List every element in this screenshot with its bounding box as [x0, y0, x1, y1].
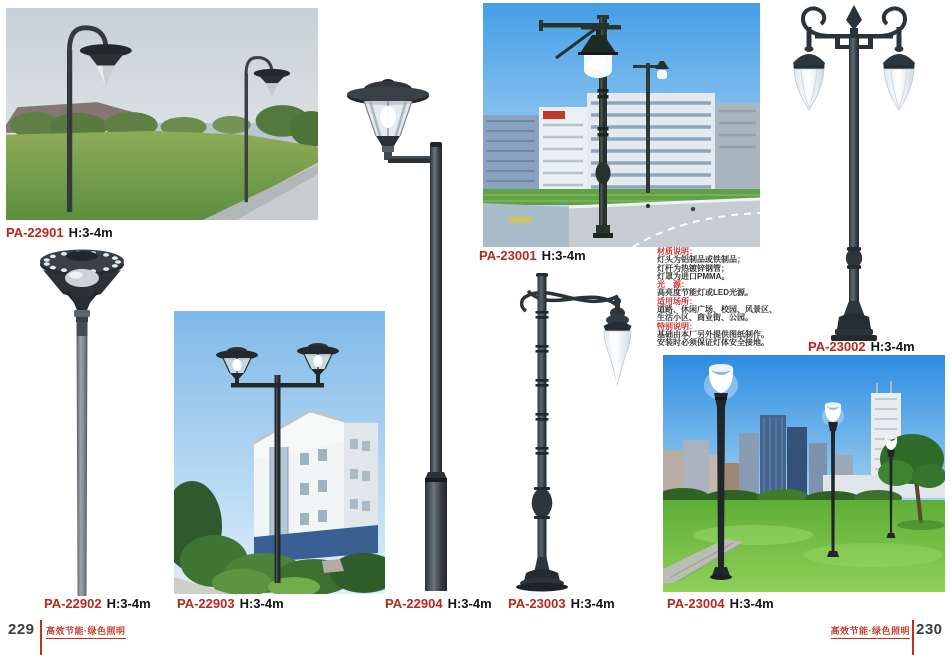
product-code: PA-23002: [808, 339, 866, 354]
info-line: 灯头为铝制品或铁制品；: [657, 255, 745, 265]
product-code: PA-23001: [479, 248, 537, 263]
lamp-pole: [77, 322, 88, 596]
info-line: 安装时必须保证灯体安全接地。: [657, 338, 769, 348]
footer-divider-left: [40, 620, 42, 655]
lamp-base: [516, 557, 568, 592]
reflector: [65, 269, 99, 287]
product-spec: H:3-4m: [447, 596, 492, 611]
teardrop-shade-left: [793, 46, 825, 110]
info-line: 灯杆为热镀锌钢管；: [657, 263, 729, 273]
lamp-head: [347, 79, 429, 160]
product-label-pa23003: [508, 597, 615, 611]
teardrop-shade-right: [883, 46, 915, 110]
product-code: PA-22901: [6, 225, 64, 240]
lamp-pole: [846, 38, 862, 303]
footer-slogan-right: 高效节能·绿色照明: [831, 624, 911, 639]
wave-arm: [522, 291, 621, 311]
water: [483, 203, 569, 247]
product-render-pa22904: [340, 68, 460, 595]
product-render-pa23003: [500, 273, 660, 595]
product-spec: H:3-4m: [239, 596, 284, 611]
product-spec: H:3-4m: [729, 596, 774, 611]
lamp-base: [831, 301, 877, 341]
hanging-shade: [604, 301, 632, 385]
product-spec: H:3-4m: [870, 339, 915, 354]
lamp-arm: [388, 156, 434, 163]
product-spec: H:3-4m: [106, 596, 151, 611]
product-label-pa23001: [479, 249, 586, 263]
info-heading: 光 源：: [657, 280, 689, 290]
product-label-pa22904: [385, 597, 492, 611]
finial: [846, 5, 862, 38]
bulb: [380, 106, 396, 128]
product-label-pa22901: [6, 226, 113, 240]
lamp-pole: [425, 142, 447, 591]
info-line: 基础由本厂另外提供图纸制作。: [657, 329, 769, 339]
product-photo-pa23001: [483, 3, 760, 247]
lamp-pole: [532, 273, 553, 563]
info-heading: 特别说明：: [657, 321, 697, 331]
product-code: PA-22903: [177, 596, 235, 611]
info-heading: 材质说明：: [657, 247, 697, 256]
product-spec: H:3-4m: [570, 596, 615, 611]
product-code: PA-22904: [385, 596, 443, 611]
product-code: PA-22902: [44, 596, 102, 611]
page-number-left: 229: [8, 621, 35, 638]
boat: [509, 217, 531, 222]
lamp-head: [40, 250, 124, 323]
footer-divider-right: [912, 620, 914, 655]
product-spec: H:3-4m: [68, 225, 113, 240]
product-code: PA-23003: [508, 596, 566, 611]
product-photo-pa22901: [6, 8, 318, 220]
info-line: 道路、休闲广场、校园、风景区、: [657, 305, 777, 315]
info-line: 高亮度节能灯或LED光源。: [657, 288, 753, 298]
info-panel: [657, 248, 791, 348]
product-render-pa23002: [785, 5, 945, 348]
product-render-pa22902: [15, 248, 150, 596]
product-photo-pa23004: [663, 355, 945, 592]
info-line: 灯罩为进口PMMA。: [657, 271, 730, 281]
info-heading: 适用场所：: [657, 296, 697, 306]
product-label-pa22903: [177, 597, 284, 611]
pole-collar: [77, 322, 88, 336]
pole-urn: [532, 487, 553, 519]
product-spec: H:3-4m: [541, 248, 586, 263]
product-label-pa23004: [667, 597, 774, 611]
info-line: 生活小区、商业街、公园。: [657, 313, 753, 323]
red-sign: [543, 111, 565, 119]
product-label-pa23002: [808, 340, 915, 354]
footer-slogan-left: 高效节能·绿色照明: [46, 624, 126, 639]
page-number-right: 230: [916, 621, 943, 638]
product-code: PA-23004: [667, 596, 725, 611]
product-label-pa22902: [44, 597, 151, 611]
